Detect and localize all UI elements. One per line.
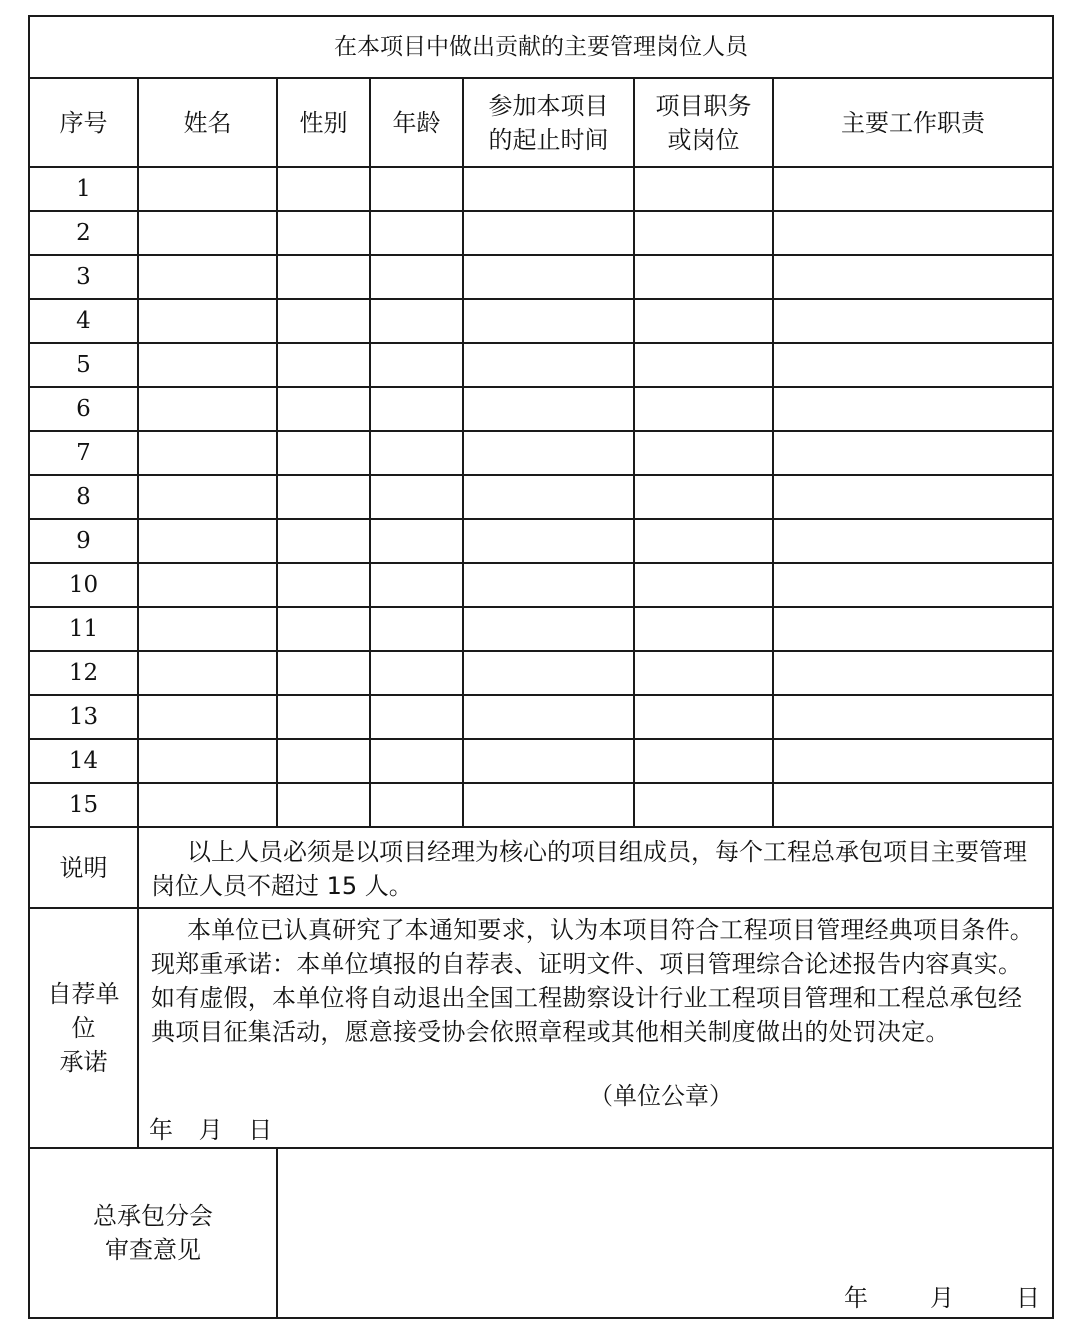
header-age: 年龄 [370, 78, 463, 167]
row-index: 6 [29, 387, 138, 431]
review-opinion-cell[interactable] [277, 1148, 1053, 1318]
pledge-text [151, 913, 1042, 1049]
gender-cell[interactable] [277, 343, 370, 387]
table-row [29, 211, 1053, 255]
contribution-personnel-form [28, 15, 1052, 1319]
gender-cell[interactable] [277, 607, 370, 651]
gender-cell[interactable] [277, 563, 370, 607]
duties-cell[interactable] [773, 607, 1053, 651]
table-row [29, 695, 1053, 739]
row-index: 4 [29, 299, 138, 343]
name-cell[interactable] [138, 695, 277, 739]
row-index: 1 [29, 167, 138, 211]
gender-cell[interactable] [277, 387, 370, 431]
name-cell[interactable] [138, 651, 277, 695]
header-period-line2: 的起止时间 [488, 125, 609, 154]
position-cell[interactable] [634, 387, 773, 431]
name-cell[interactable] [138, 167, 277, 211]
pledge-label-line3: 承诺 [59, 1048, 108, 1076]
table-row [29, 651, 1053, 695]
period-cell[interactable] [463, 167, 634, 211]
period-cell[interactable] [463, 475, 634, 519]
position-cell[interactable] [634, 343, 773, 387]
position-cell[interactable] [634, 695, 773, 739]
form-title: 在本项目中做出贡献的主要管理岗位人员 [29, 16, 1053, 78]
review-date-year: 年 [844, 1284, 869, 1312]
note-row [29, 827, 1053, 908]
age-cell[interactable] [370, 739, 463, 783]
period-cell[interactable] [463, 299, 634, 343]
header-row [29, 78, 1053, 167]
duties-cell[interactable] [773, 739, 1053, 783]
gender-cell[interactable] [277, 783, 370, 827]
pledge-date: 年 月 日 [149, 1116, 273, 1144]
gender-cell[interactable] [277, 475, 370, 519]
period-cell[interactable] [463, 211, 634, 255]
gender-cell[interactable] [277, 739, 370, 783]
review-label-line2: 审查意见 [105, 1236, 201, 1264]
name-cell[interactable] [138, 431, 277, 475]
age-cell[interactable] [370, 651, 463, 695]
row-index: 2 [29, 211, 138, 255]
note-text-content: 以上人员必须是以项目经理为核心的项目组成员，每个工程总承包项目主要管理岗位人员不超过 15 人。 [151, 837, 1027, 900]
review-date [844, 1281, 1040, 1315]
age-cell[interactable] [370, 695, 463, 739]
duties-cell[interactable] [773, 651, 1053, 695]
age-cell[interactable] [370, 563, 463, 607]
pledge-label [29, 908, 138, 1148]
age-cell[interactable] [370, 211, 463, 255]
title-row [29, 16, 1053, 78]
gender-cell[interactable] [277, 211, 370, 255]
table-row [29, 387, 1053, 431]
table-row [29, 607, 1053, 651]
period-cell[interactable] [463, 519, 634, 563]
row-index: 3 [29, 255, 138, 299]
gender-cell[interactable] [277, 651, 370, 695]
table-row [29, 519, 1053, 563]
name-cell[interactable] [138, 563, 277, 607]
gender-cell[interactable] [277, 695, 370, 739]
table-row [29, 255, 1053, 299]
position-cell[interactable] [634, 211, 773, 255]
duties-cell[interactable] [773, 299, 1053, 343]
position-cell[interactable] [634, 739, 773, 783]
position-cell[interactable] [634, 475, 773, 519]
pledge-row [29, 908, 1053, 1148]
period-cell[interactable] [463, 563, 634, 607]
period-cell[interactable] [463, 783, 634, 827]
duties-cell[interactable] [773, 167, 1053, 211]
review-label [29, 1148, 277, 1318]
name-cell[interactable] [138, 255, 277, 299]
table-row [29, 167, 1053, 211]
header-position-line2: 或岗位 [667, 125, 740, 154]
duties-cell[interactable] [773, 475, 1053, 519]
age-cell[interactable] [370, 607, 463, 651]
period-cell[interactable] [463, 255, 634, 299]
duties-cell[interactable] [773, 343, 1053, 387]
position-cell[interactable] [634, 167, 773, 211]
duties-cell[interactable] [773, 563, 1053, 607]
duties-cell[interactable] [773, 211, 1053, 255]
row-index: 15 [29, 783, 138, 827]
table-row [29, 431, 1053, 475]
duties-cell[interactable] [773, 519, 1053, 563]
duties-cell[interactable] [773, 783, 1053, 827]
name-cell[interactable] [138, 211, 277, 255]
name-cell[interactable] [138, 607, 277, 651]
period-cell[interactable] [463, 607, 634, 651]
note-label: 说明 [29, 827, 138, 908]
table-row [29, 563, 1053, 607]
age-cell[interactable] [370, 167, 463, 211]
period-cell[interactable] [463, 695, 634, 739]
position-cell[interactable] [634, 519, 773, 563]
gender-cell[interactable] [277, 167, 370, 211]
age-cell[interactable] [370, 343, 463, 387]
period-cell[interactable] [463, 387, 634, 431]
row-index: 7 [29, 431, 138, 475]
table-row [29, 475, 1053, 519]
period-cell[interactable] [463, 651, 634, 695]
row-index: 9 [29, 519, 138, 563]
header-name: 姓名 [138, 78, 277, 167]
table-row [29, 343, 1053, 387]
position-cell[interactable] [634, 607, 773, 651]
position-cell[interactable] [634, 299, 773, 343]
table-row [29, 783, 1053, 827]
gender-cell[interactable] [277, 519, 370, 563]
row-index: 12 [29, 651, 138, 695]
duties-cell[interactable] [773, 431, 1053, 475]
header-period [463, 78, 634, 167]
pledge-label-line1: 自荐单 [47, 980, 120, 1008]
note-text [138, 827, 1053, 908]
row-index: 5 [29, 343, 138, 387]
name-cell[interactable] [138, 299, 277, 343]
name-cell[interactable] [138, 739, 277, 783]
position-cell[interactable] [634, 651, 773, 695]
position-cell[interactable] [634, 431, 773, 475]
review-date-day: 日 [1016, 1284, 1041, 1312]
position-cell[interactable] [634, 563, 773, 607]
row-index: 8 [29, 475, 138, 519]
age-cell[interactable] [370, 299, 463, 343]
age-cell[interactable] [370, 387, 463, 431]
name-cell[interactable] [138, 387, 277, 431]
header-duties: 主要工作职责 [773, 78, 1053, 167]
row-index: 14 [29, 739, 138, 783]
table-row [29, 299, 1053, 343]
row-index: 13 [29, 695, 138, 739]
duties-cell[interactable] [773, 255, 1053, 299]
row-index: 10 [29, 563, 138, 607]
table-row [29, 739, 1053, 783]
name-cell[interactable] [138, 475, 277, 519]
position-cell[interactable] [634, 255, 773, 299]
header-position-line1: 项目职务 [655, 91, 752, 120]
duties-cell[interactable] [773, 387, 1053, 431]
review-date-month: 月 [930, 1284, 955, 1312]
header-period-line1: 参加本项目 [488, 91, 609, 120]
age-cell[interactable] [370, 783, 463, 827]
pledge-text-content: 本单位已认真研究了本通知要求，认为本项目符合工程项目管理经典项目条件。现郑重承诺：本单位填报的自荐表、证明文件、项目管理综合论述报告内容真实。如有虚假，本单位将自动退出全国工程勘察设计行业工程项目管理和工程总承包经典项目征集活动，愿意接受协会依照章程或其他相关制度做出的处罚决定。 [151, 916, 1034, 1046]
position-cell[interactable] [634, 783, 773, 827]
duties-cell[interactable] [773, 695, 1053, 739]
pledge-cell [138, 908, 1053, 1148]
personnel-table [28, 15, 1054, 1319]
age-cell[interactable] [370, 519, 463, 563]
unit-seal-label: （单位公章） [589, 1082, 733, 1110]
review-label-line1: 总承包分会 [93, 1202, 213, 1230]
header-gender: 性别 [277, 78, 370, 167]
name-cell[interactable] [138, 783, 277, 827]
review-row [29, 1148, 1053, 1318]
period-cell[interactable] [463, 739, 634, 783]
gender-cell[interactable] [277, 255, 370, 299]
period-cell[interactable] [463, 343, 634, 387]
row-index: 11 [29, 607, 138, 651]
period-cell[interactable] [463, 431, 634, 475]
pledge-label-line2: 位 [71, 1014, 96, 1042]
name-cell[interactable] [138, 519, 277, 563]
header-index: 序号 [29, 78, 138, 167]
gender-cell[interactable] [277, 431, 370, 475]
header-position [634, 78, 773, 167]
age-cell[interactable] [370, 255, 463, 299]
age-cell[interactable] [370, 431, 463, 475]
age-cell[interactable] [370, 475, 463, 519]
name-cell[interactable] [138, 343, 277, 387]
gender-cell[interactable] [277, 299, 370, 343]
